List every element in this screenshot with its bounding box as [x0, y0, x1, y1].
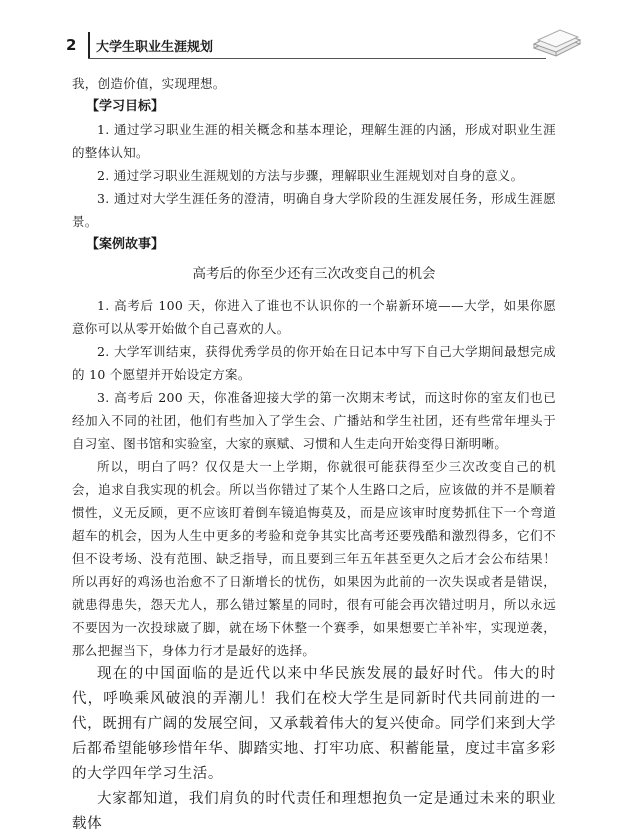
intro-tail-text: 我，创造价值，实现理想。 [72, 76, 226, 91]
closing-paragraph: 大家都知道，我们肩负的时代责任和理想抱负一定是通过未来的职业载体 [72, 791, 556, 832]
case-summary-paragraph: 所以，明白了吗？仅仅是大一上学期，你就很可能获得至少三次改变自己的机会，追求自我实现的机会。所以当你错过了某个人生路口之后，应该做的并不是顺着惯性，义无反顾，更不应该盯着倒车镜追悔莫及，而是应该审时度势抓住下一个弯道超车的机会，因为人生中更多的考验和竞争其实比高考还要残酷和激烈得多，它们不但不设考场、没有范围、缺乏指导，而且要到三年五年甚至更久之后才会公布结果！所以再好的鸡汤也治愈不了日渐增长的忧伤，如果因为此前的一次失误或者是错误，就患得患失，怨天尤人，那么错过繁星的同时，很有可能会再次错过明月，所以永远不要因为一次投球崴了脚，就在场下休整一个赛季，如果想要亡羊补牢，实现逆袭，那么把握当下，身体力行才是最好的选择。 [72, 459, 556, 658]
learning-goals-heading: 【学习目标】 [86, 99, 165, 114]
case-item: 1. 高考后 100 天，你进入了谁也不认识你的一个崭新环境——大学，如果你愿意你可以从零开始做个自己喜欢的人。 [72, 298, 556, 336]
book-stack-icon [528, 28, 584, 60]
case-story-heading: 【案例故事】 [86, 237, 165, 252]
goal-item: 3. 通过对大学生涯任务的澄清，明确自身大学阶段的生涯发展任务，形成生涯愿景。 [72, 191, 556, 229]
header-rule [88, 58, 546, 59]
case-title: 高考后的你至少还有三次改变自己的机会 [192, 266, 436, 282]
page-body [72, 72, 556, 837]
goal-item: 1. 通过学习职业生涯的相关概念和基本理论，理解生涯的内涵，形成对职业生涯的整体认知。 [72, 122, 556, 160]
page-number: 2 [66, 36, 77, 54]
page-header [66, 28, 576, 62]
header-divider [88, 32, 90, 58]
goal-item: 2. 通过学习职业生涯规划的方法与步骤，理解职业生涯规划对自身的意义。 [97, 168, 524, 183]
running-title: 大学生职业生涯规划 [96, 40, 214, 55]
case-item: 3. 高考后 200 天，你准备迎接大学的第一次期末考试，而这时你的室友们也已经加入不同的社团，他们有些加入了学生会、广播站和学生社团，还有些常年埋头于自习室、图书馆和实验室，大家的禀赋、习惯和人生走向开始变得日渐明晰。 [72, 390, 556, 451]
case-item: 2. 大学军训结束，获得优秀学员的你开始在日记本中写下自己大学期间最想完成的 10 个愿望并开始设定方案。 [72, 344, 556, 382]
closing-paragraph: 现在的中国面临的是近代以来中华民族发展的最好时代。伟大的时代，呼唤乘风破浪的弄潮儿！我们在校大学生是同新时代共同前进的一代，既拥有广阔的发展空间，又承载着伟大的复兴使命。同学们来到大学后都希望能够珍惜年华、脚踏实地、打牢功底、积蓄能量，度过丰富多彩的大学四年学习生活。 [72, 666, 556, 782]
